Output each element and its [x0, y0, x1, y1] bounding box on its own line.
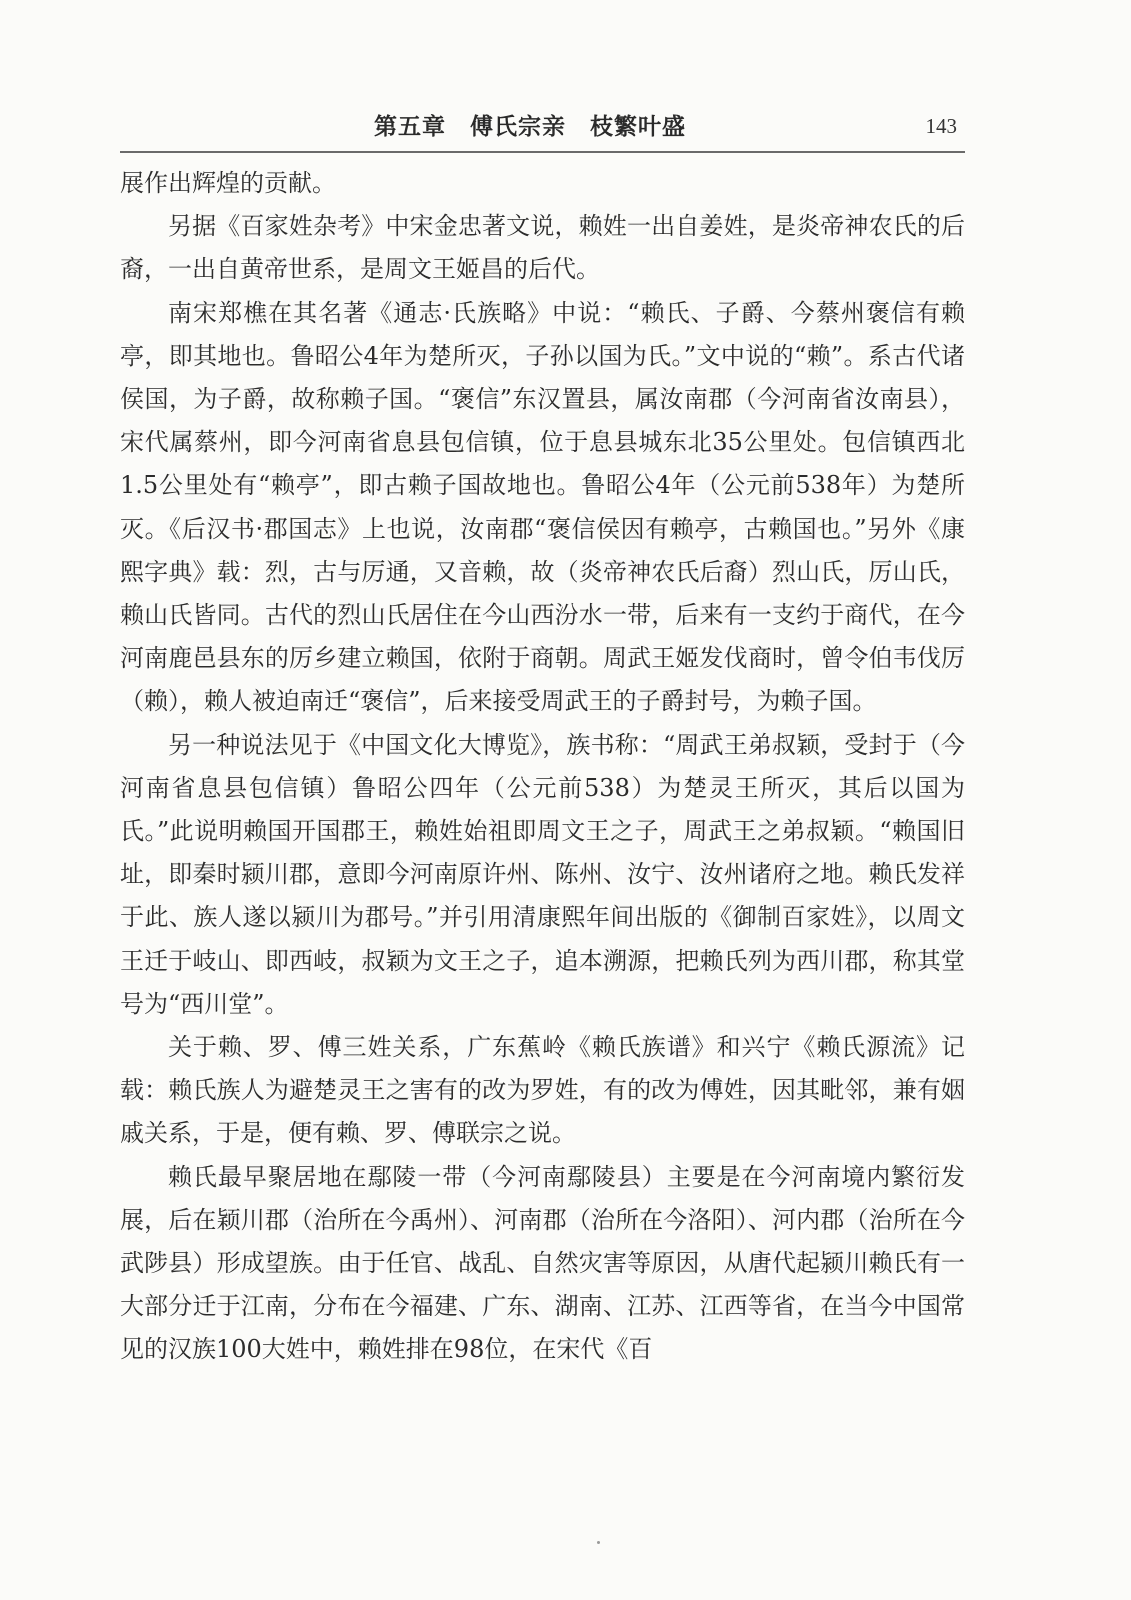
- chapter-title: 第五章 傅氏宗亲 枝繁叶盛: [374, 113, 686, 140]
- paragraph: 另据《百家姓杂考》中宋金忠著文说，赖姓一出自姜姓，是炎帝神农氏的后裔，一出自黄帝世系，是周文王姬昌的后代。: [120, 212, 965, 284]
- paragraph: 关于赖、罗、傅三姓关系，广东蕉岭《赖氏族谱》和兴宁《赖氏源流》记载：赖氏族人为避楚灵王之害有的改为罗姓，有的改为傅姓，因其毗邻，兼有姻戚关系，于是，便有赖、罗、傅联宗之说。: [120, 1033, 965, 1148]
- page-number: 143: [925, 114, 957, 138]
- scan-speck: [597, 1541, 600, 1544]
- paragraph: 南宋郑樵在其名著《通志·氏族略》中说：“赖氏、子爵、今蔡州褒信有赖亭，即其地也。鲁昭公4年为楚所灭，子孙以国为氏。”文中说的“赖”。系古代诸侯国，为子爵，故称赖子国。“褒信”东汉置县，属汝南郡（今河南省汝南县），宋代属蔡州，即今河南省息县包信镇，位于息县城东北35公里处。包信镇西北1.5公里处有“赖亭”，即古赖子国故地也。鲁昭公4年（公元前538年）为楚所灭。《后汉书·郡国志》上也说，汝南郡“褒信侯因有赖亭，古赖国也。”另外《康熙字典》载：烈，古与厉通，又音赖，故（炎帝神农氏后裔）烈山氏，厉山氏，赖山氏皆同。古代的烈山氏居住在今山西汾水一带，后来有一支约于商代，在今河南鹿邑县东的厉乡建立赖国，依附于商朝。周武王姬发伐商时，曾令伯韦伐厉（赖），赖人被迫南迁“褒信”，后来接受周武王的子爵封号，为赖子国。: [120, 298, 965, 716]
- body-text: [120, 162, 965, 1372]
- running-head: [120, 104, 965, 150]
- paragraph-continuation: 展作出辉煌的贡献。: [120, 169, 336, 197]
- paragraph: 另一种说法见于《中国文化大博览》，族书称：“周武王弟叔颖，受封于（今河南省息县包信镇）鲁昭公四年（公元前538）为楚灵王所灭，其后以国为氏。”此说明赖国开国郡王，赖姓始祖即周文王之子，周武王之弟叔颖。“赖国旧址，即秦时颍川郡，意即今河南原许州、陈州、汝宁、汝州诸府之地。赖氏发祥于此、族人遂以颍川为郡号。”并引用清康熙年间出版的《御制百家姓》，以周文王迁于岐山、即西岐，叔颖为文王之子，追本溯源，把赖氏列为西川郡，称其堂号为“西川堂”。: [120, 730, 965, 1018]
- header-rule: [120, 151, 965, 153]
- paragraph: 赖氏最早聚居地在鄢陵一带（今河南鄢陵县）主要是在今河南境内繁衍发展，后在颖川郡（治所在今禹州）、河南郡（治所在今洛阳）、河内郡（治所在今武陟县）形成望族。由于任官、战乱、自然灾害等原因，从唐代起颍川赖氏有一大部分迁于江南，分布在今福建、广东、湖南、江苏、江西等省，在当今中国常见的汉族100大姓中，赖姓排在98位，在宋代《百: [120, 1162, 965, 1364]
